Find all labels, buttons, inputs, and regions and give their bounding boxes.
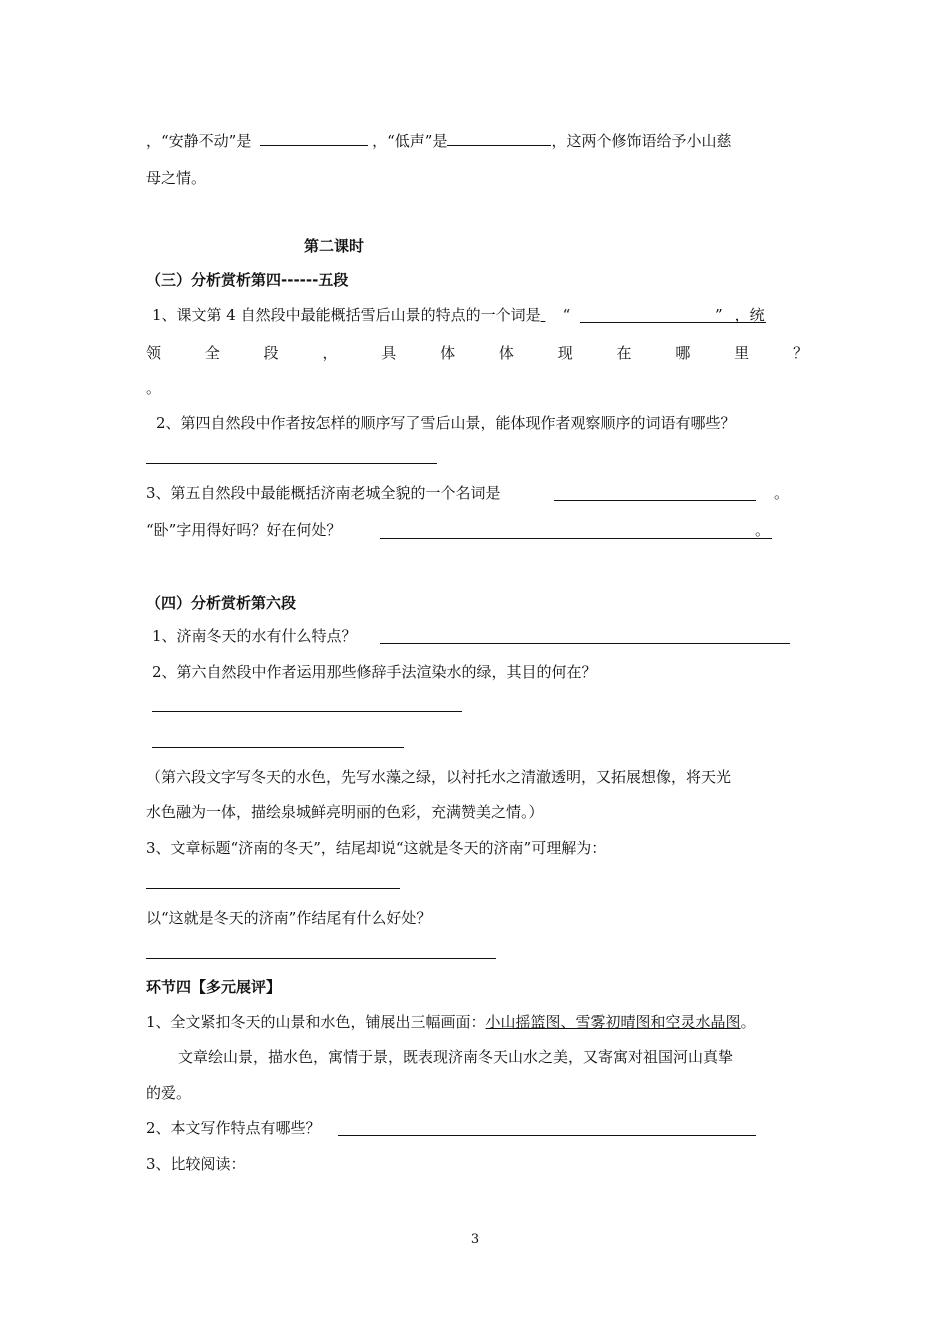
question-3: 3、文章标题“济南的冬天”，结尾却说“这就是冬天的济南”可理解为： — [146, 839, 607, 857]
text: ，“低声”是 — [372, 132, 448, 150]
note-line: 水色融为一体，描绘泉城鲜亮明丽的色彩，充满赞美之情。） — [146, 803, 544, 821]
answer-underline — [580, 322, 766, 323]
answer-line[interactable] — [380, 643, 790, 644]
question-2: 2、第六自然段中作者运用那些修辞手法渲染水的绿，其目的何在？ — [152, 663, 597, 681]
answer-line[interactable] — [152, 747, 404, 748]
char: ， — [322, 344, 338, 362]
char: 体 — [440, 344, 456, 362]
char: 哪 — [675, 344, 691, 362]
question-3b: 以“这就是冬天的济南”作结尾有什么好处？ — [146, 909, 432, 927]
paragraph-line: 文章绘山景，描水色，寓情于景，既表现济南冬天山水之美，又寄寓对祖国河山真挚 — [178, 1048, 734, 1066]
char: 全 — [204, 344, 220, 362]
section-heading: （三）分析赏析第四------五段 — [146, 271, 349, 289]
char: 在 — [616, 344, 632, 362]
paragraph-line — [146, 1012, 756, 1032]
answer-line[interactable] — [146, 463, 437, 464]
char: 里 — [734, 344, 750, 362]
answer-line[interactable] — [380, 538, 772, 539]
quote-close: ” — [714, 306, 723, 324]
question-1: 1、济南冬天的水有什么特点？ — [152, 627, 357, 645]
answer-line[interactable] — [338, 1135, 756, 1136]
text: 。 — [755, 521, 771, 539]
text: ，这两个修饰语给予小山慈 — [551, 132, 732, 150]
question-2: 2、第四自然段中作者按怎样的顺序写了雪后山景，能体现作者观察顺序的词语有哪些？ — [156, 414, 736, 432]
section-heading: （四）分析赏析第六段 — [146, 594, 297, 612]
answer-line[interactable] — [554, 500, 756, 501]
char: ？ — [792, 344, 808, 362]
quote-open: “ — [562, 306, 571, 324]
answer-line[interactable] — [146, 958, 496, 959]
fill-in-line-modifiers — [146, 129, 731, 151]
char: 具 — [381, 344, 397, 362]
text-line: 母之情。 — [146, 169, 207, 187]
text: 。 — [774, 484, 790, 502]
spread-line — [146, 343, 808, 363]
underlined-text: 小山摇篮图、雪雾初晴图和空灵水晶图 — [485, 1013, 741, 1031]
question-3 — [146, 483, 501, 503]
question-2: 2、本文写作特点有哪些？ — [146, 1119, 321, 1137]
char: 体 — [498, 344, 514, 362]
section-heading: 环节四【多元展评】 — [146, 978, 282, 996]
char: 现 — [557, 344, 573, 362]
answer-line[interactable] — [146, 888, 400, 889]
answer-line[interactable] — [152, 711, 462, 712]
text: ，统 — [734, 306, 765, 324]
text: ，“安静不动”是 — [146, 132, 252, 150]
note-line: （第六段文字写冬天的水色，先写水藻之绿，以衬托水之清澈透明，又拓展想像，将天光 — [146, 768, 732, 786]
text: 1、课文第 4 自然段中最能概括雪后山景的特点的一个词是 — [152, 306, 541, 324]
text: 。 — [740, 1013, 756, 1031]
char: 段 — [263, 344, 279, 362]
question-3b: “卧”字用得好吗？好在何处？ — [146, 521, 342, 539]
page-number: 3 — [470, 1232, 480, 1247]
answer-blank[interactable] — [260, 129, 368, 146]
question-3: 3、比较阅读： — [146, 1155, 246, 1173]
text: 3、第五自然段中最能概括济南老城全貌的一个名词是 — [146, 484, 501, 502]
char: 领 — [146, 344, 162, 362]
lesson-title: 第二课时 — [304, 237, 365, 255]
text: 1、全文紧扣冬天的山景和水色，铺展出三幅画面： — [146, 1013, 486, 1031]
text-line: 。 — [146, 379, 162, 397]
paragraph-line: 的爱。 — [146, 1084, 192, 1102]
answer-blank[interactable] — [447, 129, 551, 146]
